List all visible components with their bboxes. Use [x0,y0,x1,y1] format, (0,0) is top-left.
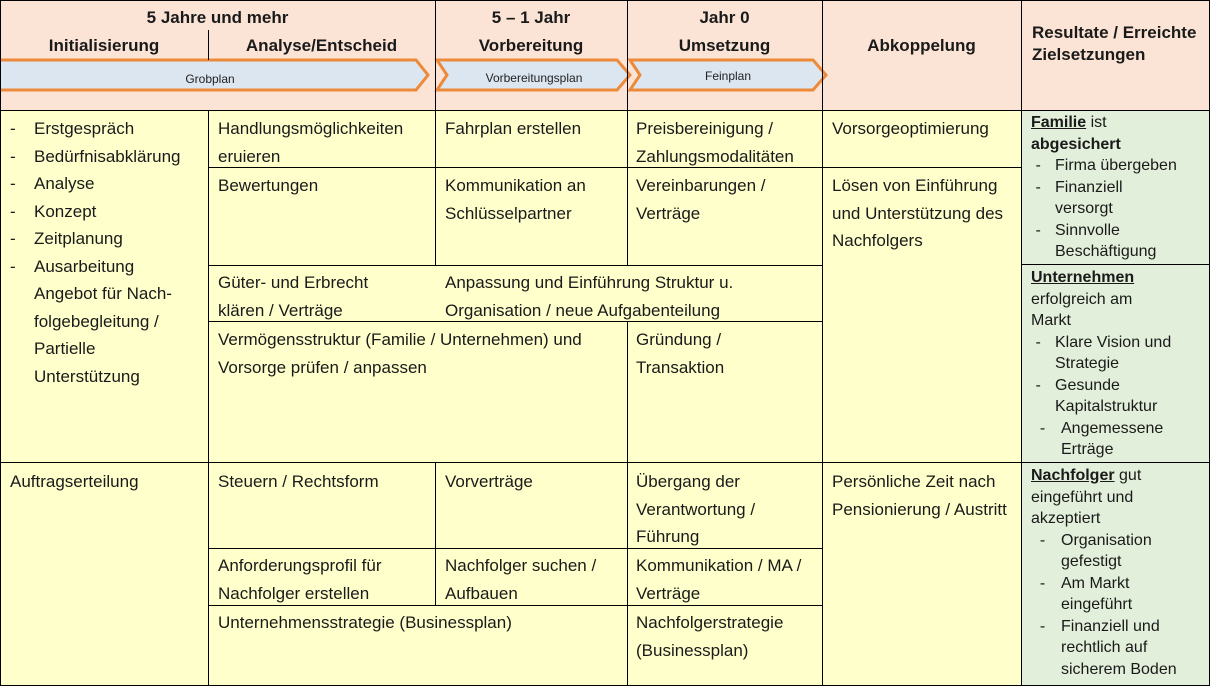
list-item: - Finanziell und rechtlich auf sicherem Boden [1031,617,1177,678]
init-list [10,115,206,390]
period-jahr-0: Jahr 0 [699,8,750,27]
cell-auftragserteilung: Auftragserteilung [10,472,139,491]
list-item: - Sinnvolle Beschäftigung [1031,221,1157,260]
cell-steuern: Steuern / Rechtsform [218,472,379,491]
cell-anforderungsprofil: Anforderungsprofil für Nachfolger erstellen [218,556,382,603]
list-item: - Organisation gefestigt [1031,531,1152,570]
list-item: - Konzept [10,201,97,221]
period-5-plus: 5 Jahre und mehr [146,8,289,27]
list-item: - Angemessene Erträge [1031,419,1164,458]
cell-nachfolger-suchen: Nachfolger suchen / Aufbauen [445,556,597,603]
cell-anpassung-struktur: Anpassung und Einführung Struktur u. Organisation / neue Aufgabenteilung [445,273,734,320]
cell-handlungsmoeglichkeiten: Handlungsmöglichkeiten eruieren [218,119,404,166]
list-item: - Ausarbeitung Angebot für Nach-folgebegleitung / Partielle Unterstützung [10,256,172,386]
header-resultate: Resultate / Erreichte Zielsetzungen [1032,23,1197,64]
result-unternehmen: Unternehmen erfolgreich am Markt - Klare Vision und Strategie - Gesunde Kapitalstruktur - Angemessene Erträge [1031,267,1207,461]
cell-bewertungen: Bewertungen [218,176,319,195]
header-umsetzung: Umsetzung [678,36,771,55]
header-initialisierung: Initialisierung [48,36,160,55]
list-item: - Am Markt eingeführt [1031,574,1133,613]
cell-persoenliche-zeit: Persönliche Zeit nach Pensionierung / Austritt [832,472,1007,519]
list-item: - Zeitplanung [10,229,123,248]
header-abkoppelung: Abkoppelung [867,36,976,55]
cell-uebergang: Übergang der Verantwortung / Führung [636,472,756,546]
list-item: - Erstgespräch [10,119,135,138]
plan-arrows [0,56,830,96]
cell-gueterrecht: Güter- und Erbrecht klären / Verträge [218,273,369,320]
cell-unternehmensstrategie: Unternehmensstrategie (Businessplan) [218,613,512,632]
period-5-1: 5 – 1 Jahr [491,8,571,27]
list-item: - Analyse [10,174,95,193]
cell-vorvertraege: Vorverträge [445,472,533,491]
vorbereitungsplan-label: Vorbereitungsplan [485,71,583,85]
cell-vorsorgeoptimierung: Vorsorgeoptimierung [832,119,989,138]
cell-gruendung: Gründung / Transaktion [636,330,725,377]
list-item: - Klare Vision und Strategie [1031,333,1172,372]
feinplan-label: Feinplan [704,69,752,83]
result-familie: Familie ist abgesichert - Firma übergeben - Finanziell versorgt - Sinnvolle Beschäftigung [1031,112,1207,263]
grobplan-label: Grobplan [185,72,235,86]
list-item: - Finanziell versorgt [1031,178,1123,217]
result-nachfolger: Nachfolger gut eingeführt und akzeptiert - Organisation gefestigt - Am Markt eingeführt - Finanziell und rechtlich auf sicherem Boden [1031,465,1207,680]
cell-kommunikation-ma: Kommunikation / MA / Verträge [636,556,802,603]
list-item: - Gesunde Kapitalstruktur [1031,376,1158,415]
list-item: - Bedürfnisabklärung [10,146,181,166]
cell-vereinbarungen: Vereinbarungen / Verträge [636,176,766,223]
header-vorbereitung: Vorbereitung [478,36,584,55]
cell-kommunikation-schluessel: Kommunikation an Schlüsselpartner [445,176,586,223]
cell-vermoegensstruktur: Vermögensstruktur (Familie / Unternehmen) und Vorsorge prüfen / anpassen [218,330,582,377]
list-item: - Firma übergeben [1031,157,1177,174]
header-analyse: Analyse/Entscheid [245,36,398,55]
cell-fahrplan: Fahrplan erstellen [445,119,582,138]
cell-loesen: Lösen von Einführung und Unterstützung des Nachfolgers [832,176,1004,250]
cell-preisbereinigung: Preisbereinigung / Zahlungsmodalitäten [636,119,794,166]
cell-nachfolgerstrategie: Nachfolgerstrategie (Businessplan) [636,613,784,660]
